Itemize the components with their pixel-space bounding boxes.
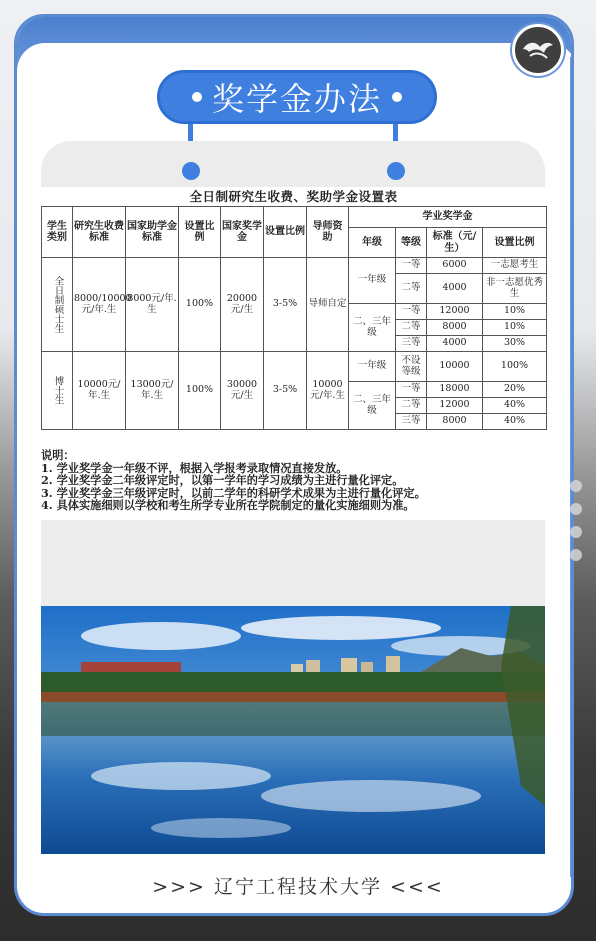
cell-ratio: 30% (483, 336, 547, 352)
fee-table (41, 206, 547, 430)
cell-grade: 一年级 (349, 352, 396, 382)
cell-ratio: 40% (483, 414, 547, 430)
cell-ratio: 3-5% (264, 258, 307, 352)
cell-standard: 4000 (427, 336, 483, 352)
header-ratio: 设置比例 (264, 207, 307, 258)
logo-badge-icon (512, 24, 564, 76)
cell-standard: 4000 (427, 274, 483, 304)
cell-grade: 二、三年级 (349, 304, 396, 352)
note-item: 4. 具体实施细则以学校和考生所学专业所在学院制定的量化实施细则为准。 (41, 498, 415, 512)
cell-level: 一等 (396, 258, 427, 274)
cell-ratio: 100% (179, 258, 221, 352)
table-row (42, 258, 547, 274)
card-right-edge (570, 57, 574, 877)
spacer-panel (41, 520, 545, 606)
footer-caption: >>> 辽宁工程技术大学 <<< (152, 876, 444, 898)
table-row (42, 352, 547, 382)
cell-ratio: 非一志愿优秀生 (483, 274, 547, 304)
cell-tuition: 8000/10000元/年.生 (73, 258, 126, 352)
cell-level: 一等 (396, 382, 427, 398)
cell-standard: 12000 (427, 304, 483, 320)
cell-scholarship: 20000元/生 (221, 258, 264, 352)
connector-dot-right (387, 162, 405, 180)
cell-grant: 13000元/年.生 (126, 352, 179, 430)
cell-ratio: 10% (483, 304, 547, 320)
cell-student-type: 博士生 (42, 352, 73, 430)
cell-level: 二等 (396, 398, 427, 414)
connector-dot-left (182, 162, 200, 180)
note-item: 1. 学业奖学金一年级不评，根据入学报考录取情况直接发放。 (41, 460, 348, 475)
cell-level: 三等 (396, 336, 427, 352)
header-ratio: 设置比例 (483, 228, 547, 258)
cell-ratio: 3-5% (264, 352, 307, 430)
page-dot[interactable] (570, 549, 582, 561)
page-dot[interactable] (570, 480, 582, 492)
page-dot[interactable] (570, 526, 582, 538)
cell-ratio: 40% (483, 398, 547, 414)
title-dot-left (192, 92, 202, 102)
cell-advisor: 10000元/年.生 (307, 352, 349, 430)
note-item: 2. 学业奖学金二年级评定时，以第一学年的学习成绩为主进行量化评定。 (41, 473, 404, 487)
cell-standard: 10000 (427, 352, 483, 382)
page-indicator (570, 480, 582, 572)
cell-level: 三等 (396, 414, 427, 430)
header-national-scholarship: 国家奖学金 (221, 207, 264, 258)
header-standard: 标准（元/生） (427, 228, 483, 258)
cell-standard: 6000 (427, 258, 483, 274)
cell-level: 不设等级 (396, 352, 427, 382)
page-title-text: 奖学金办法 (211, 80, 382, 118)
note-item: 3. 学业奖学金三年级评定时，以前二学年的科研学术成果为主进行量化评定。 (41, 485, 426, 500)
header-national-grant: 国家助学金标准 (126, 207, 179, 258)
cell-ratio: 100% (179, 352, 221, 430)
cell-ratio: 一志愿考生 (483, 258, 547, 274)
notes-heading: 说明： (41, 448, 75, 462)
cell-grade: 一年级 (349, 258, 396, 304)
header-academic: 学业奖学金 (349, 207, 547, 228)
table-title: 全日制研究生收费、奖助学金设置表 (189, 189, 398, 204)
cell-ratio: 100% (483, 352, 547, 382)
cell-scholarship: 30000元/生 (221, 352, 264, 430)
campus-lake-photo (41, 606, 545, 854)
cell-tuition: 10000元/年.生 (73, 352, 126, 430)
page-dot[interactable] (570, 503, 582, 515)
header-grade: 年级 (349, 228, 396, 258)
header-student-type: 学生类别 (42, 207, 73, 258)
cell-standard: 8000 (427, 320, 483, 336)
header-tuition: 研究生收费标准 (73, 207, 126, 258)
cell-grade: 二、三年级 (349, 382, 396, 430)
cell-level: 二等 (396, 320, 427, 336)
cell-level: 二等 (396, 274, 427, 304)
title-dot-right (392, 92, 402, 102)
cell-standard: 18000 (427, 382, 483, 398)
header-panel (41, 141, 545, 189)
cell-student-type: 全日制硕士生 (42, 258, 73, 352)
header-level: 等级 (396, 228, 427, 258)
header-advisor: 导师资助 (307, 207, 349, 258)
cell-standard: 8000 (427, 414, 483, 430)
cell-ratio: 20% (483, 382, 547, 398)
page-title (157, 70, 437, 124)
cell-ratio: 10% (483, 320, 547, 336)
cell-advisor: 导师自定 (307, 258, 349, 352)
cell-level: 一等 (396, 304, 427, 320)
cell-grant: 8000元/年.生 (126, 258, 179, 352)
notes (41, 449, 546, 512)
scholarship-document (41, 187, 546, 517)
header-ratio: 设置比例 (179, 207, 221, 258)
cell-standard: 12000 (427, 398, 483, 414)
